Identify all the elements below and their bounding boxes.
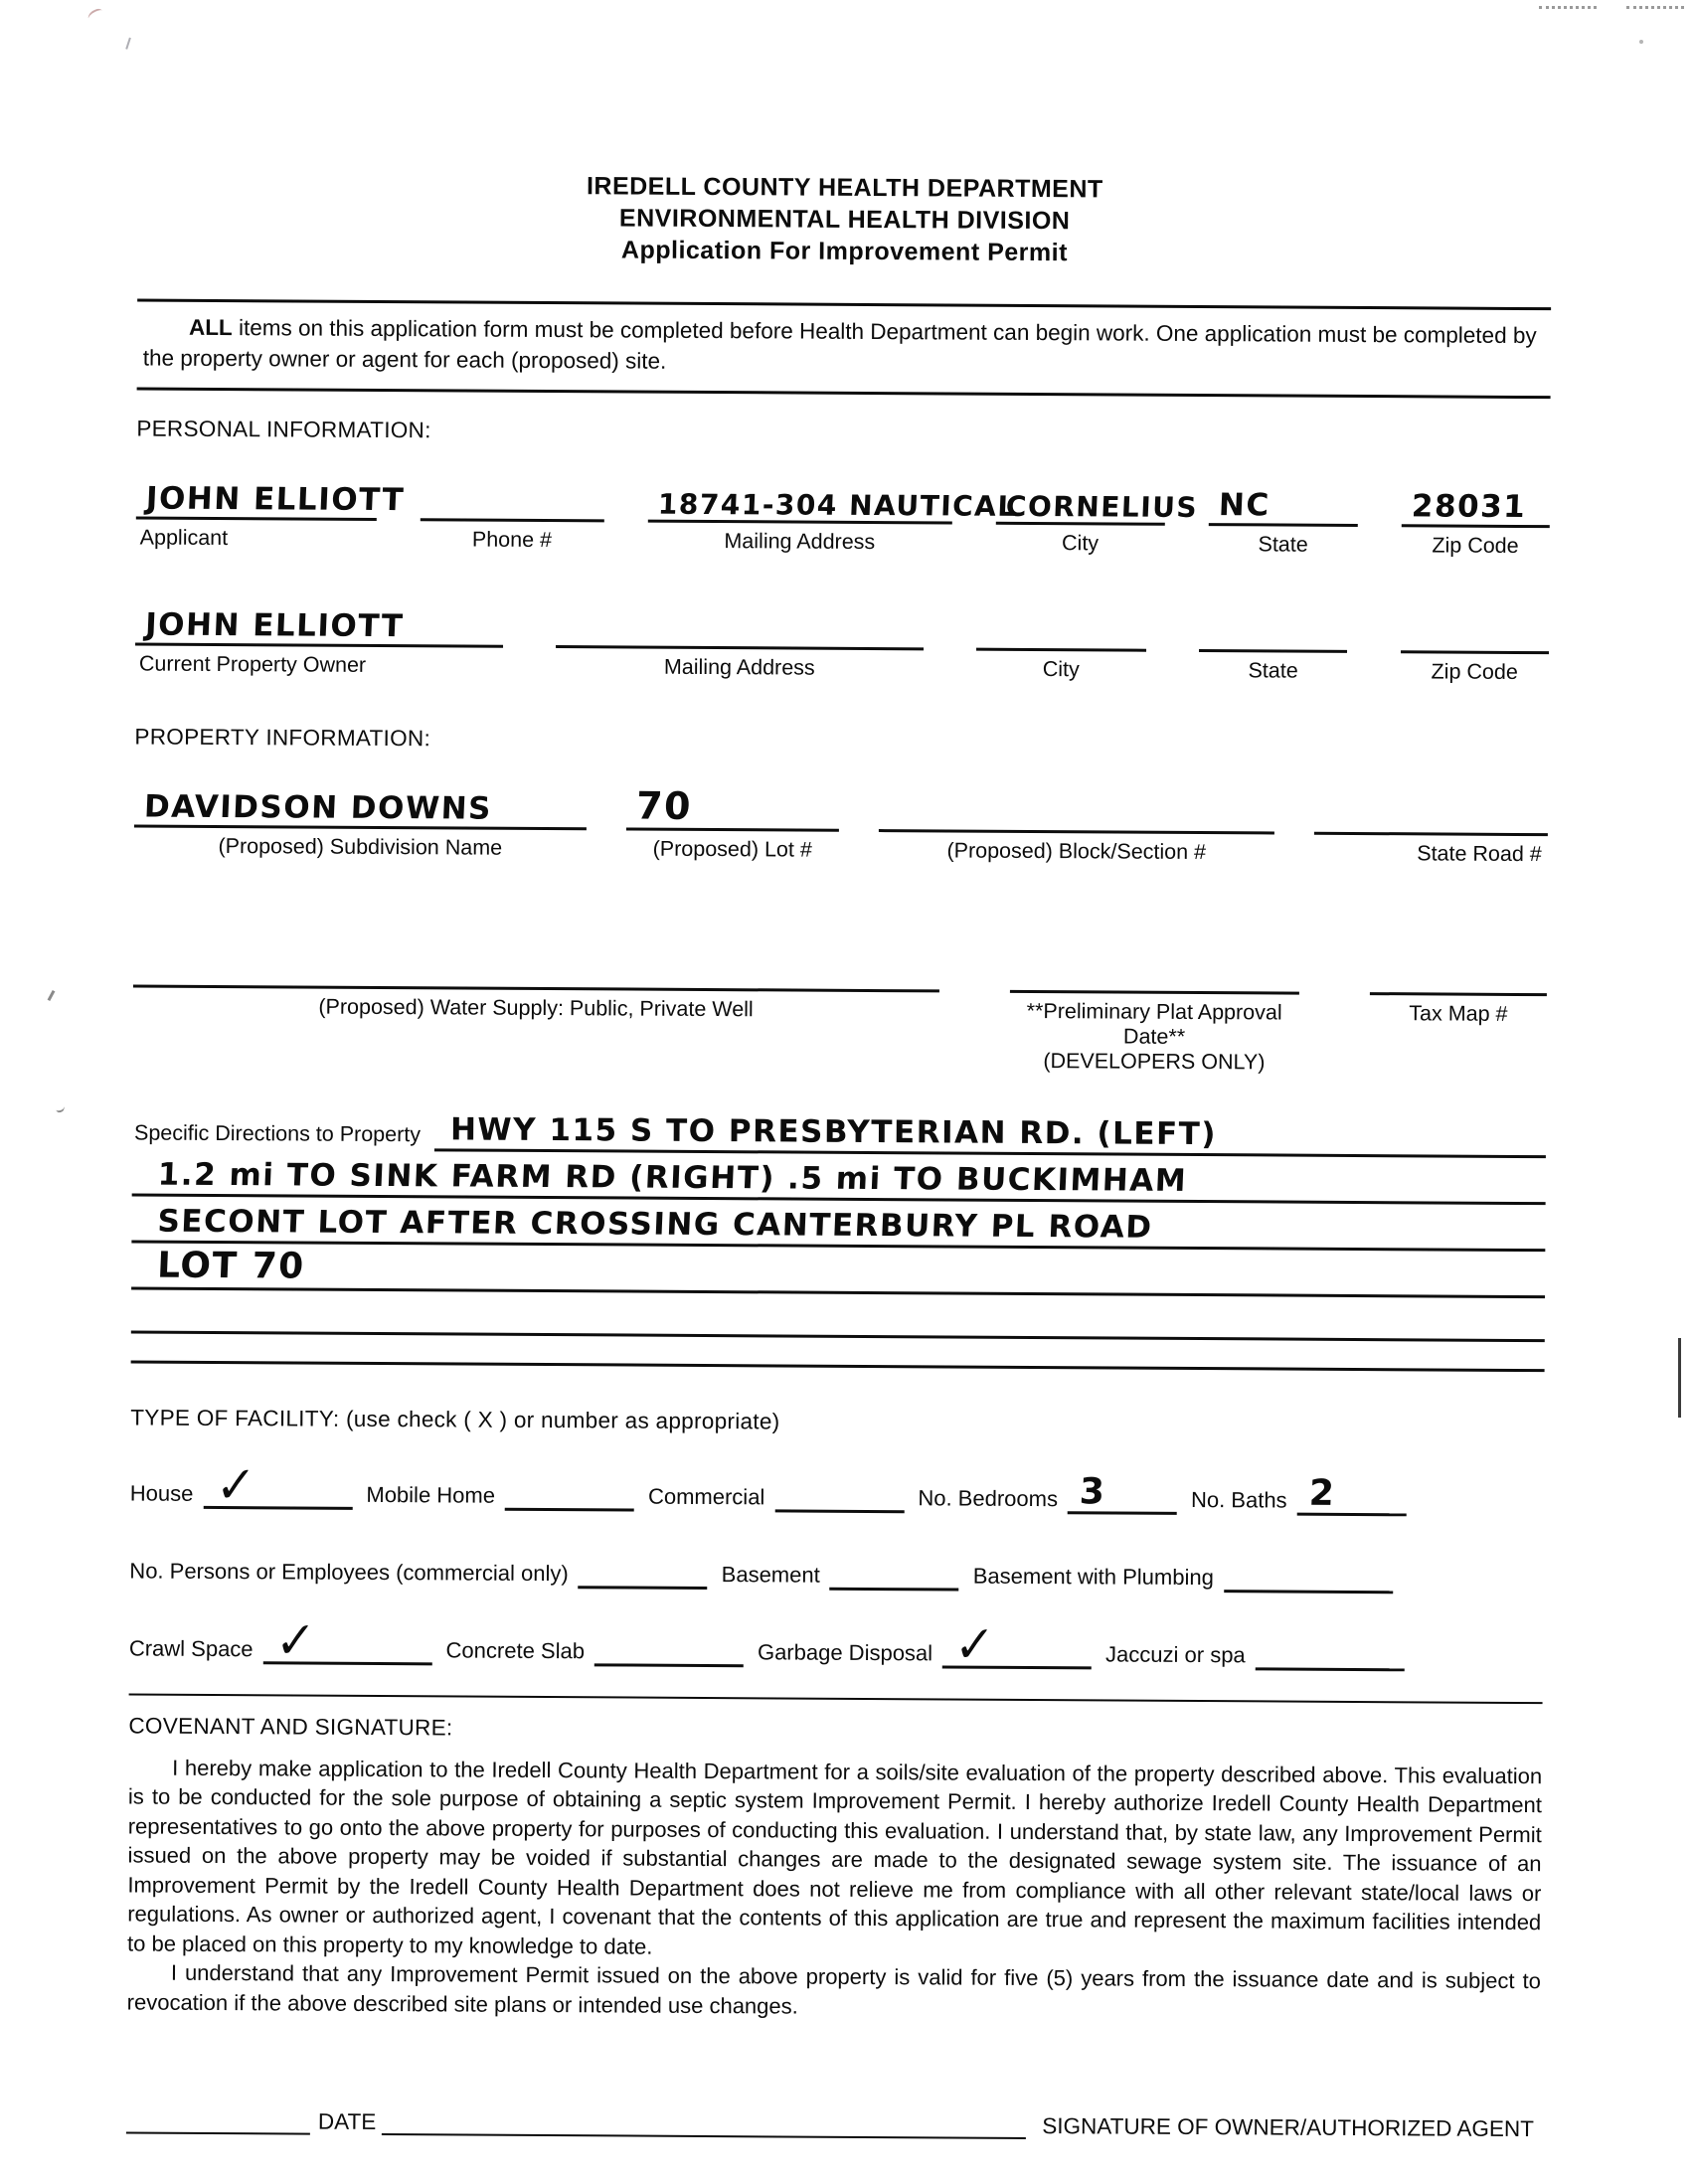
- applicant-row: [136, 469, 1550, 559]
- garbage-disposal-checkmark: ✓: [953, 1613, 998, 1675]
- phone-field: [420, 471, 603, 553]
- bedrooms-value: 3: [1079, 1471, 1107, 1513]
- applicant-field: [136, 469, 406, 551]
- facility-row-3: [128, 1609, 1543, 1675]
- phone-input[interactable]: [421, 471, 604, 522]
- plat-approval-label-line2: (DEVELOPERS ONLY): [1043, 1049, 1266, 1075]
- state-road-field: [1314, 785, 1548, 867]
- signature-row: [126, 2103, 1540, 2142]
- owner-row: [135, 595, 1549, 685]
- date-label: DATE: [317, 2108, 377, 2135]
- owner-zip-field: [1400, 603, 1549, 685]
- directions-label: Specific Directions to Property: [133, 1120, 422, 1146]
- zip-field: [1401, 477, 1550, 559]
- owner-mailing-input[interactable]: [556, 598, 924, 650]
- subdivision-label: (Proposed) Subdivision Name: [218, 833, 503, 860]
- plat-approval-input[interactable]: [1010, 959, 1300, 995]
- jaccuzi-label: Jaccuzi or spa: [1105, 1641, 1246, 1667]
- zip-label: Zip Code: [1432, 533, 1519, 558]
- date-prefix-line[interactable]: [126, 2103, 310, 2134]
- lot-field: [626, 780, 839, 862]
- mobile-home-input[interactable]: [505, 1476, 634, 1511]
- subdivision-value: DAVIDSON DOWNS: [143, 788, 493, 828]
- house-label: House: [129, 1480, 194, 1506]
- water-supply-input[interactable]: [133, 953, 939, 992]
- tax-map-label: Tax Map #: [1409, 1001, 1508, 1026]
- directions-input-line1[interactable]: [434, 1113, 1546, 1157]
- bedrooms-input[interactable]: [1068, 1471, 1177, 1515]
- basement-label: Basement: [721, 1561, 820, 1588]
- city-value: CORNELIUS: [1004, 489, 1199, 524]
- subdivision-input[interactable]: [134, 777, 587, 830]
- mailing-address-label: Mailing Address: [724, 529, 876, 555]
- plat-approval-field: [1009, 959, 1299, 1076]
- mailing-address-input[interactable]: [648, 473, 1018, 525]
- owner-zip-label: Zip Code: [1431, 659, 1518, 684]
- owner-city-input[interactable]: [976, 601, 1146, 652]
- garbage-disposal-label: Garbage Disposal: [757, 1638, 933, 1665]
- applicant-label: Applicant: [139, 525, 229, 551]
- divider: [129, 1693, 1543, 1704]
- directions-value-line2: 1.2 mi TO SINK FARM RD (RIGHT) .5 mi TO BUCKIMHAM: [157, 1156, 1188, 1199]
- state-road-label: State Road #: [1417, 841, 1542, 867]
- state-field: [1209, 476, 1358, 558]
- facility-row-1: [129, 1454, 1544, 1517]
- applicant-value: JOHN ELLIOTT: [145, 480, 406, 519]
- covenant-paragraph-2: I understand that any Improvement Permit issued on the above property is valid for five (5) years from the issuance date and is subject to revocation if the above described site plans or intended use changes.: [126, 1959, 1541, 2019]
- owner-input[interactable]: [135, 595, 503, 647]
- form-header: [137, 167, 1552, 271]
- personal-info-title: PERSONAL INFORMATION:: [136, 416, 431, 443]
- baths-value: 2: [1307, 1472, 1337, 1514]
- owner-mailing-field: [556, 598, 924, 681]
- state-value: NC: [1218, 487, 1271, 524]
- covenant-text: [127, 1753, 1543, 2025]
- water-supply-field: [132, 953, 938, 1073]
- intro-body: items on this application form must be completed before Health Department can begin work. One application must be completed by the property owner or agent for each (proposed) site.: [142, 315, 1537, 374]
- state-road-input[interactable]: [1314, 785, 1548, 836]
- department-title: IREDELL COUNTY HEALTH DEPARTMENT: [586, 172, 1103, 204]
- lot-value: 70: [635, 783, 694, 829]
- applicant-input[interactable]: [136, 469, 406, 520]
- basement-plumbing-input[interactable]: [1224, 1559, 1393, 1594]
- owner-mailing-label: Mailing Address: [663, 654, 815, 680]
- division-title: ENVIRONMENTAL HEALTH DIVISION: [618, 204, 1071, 236]
- plat-approval-label: [1009, 993, 1299, 1076]
- facility-title: TYPE OF FACILITY: (use check ( X ) or number as appropriate): [130, 1405, 780, 1433]
- mailing-address-value: 18741-304 NAUTICAL: [657, 487, 1018, 523]
- zip-value: 28031: [1410, 488, 1527, 526]
- concrete-slab-input[interactable]: [594, 1632, 744, 1667]
- owner-state-input[interactable]: [1199, 602, 1348, 653]
- covenant-title: COVENANT AND SIGNATURE:: [128, 1713, 453, 1740]
- basement-plumbing-label: Basement with Plumbing: [972, 1563, 1214, 1590]
- commercial-input[interactable]: [774, 1478, 904, 1513]
- intro-lead: ALL: [188, 314, 233, 341]
- city-label: City: [1061, 531, 1100, 556]
- owner-state-field: [1199, 602, 1348, 684]
- form-title: Application For Improvement Permit: [620, 236, 1069, 267]
- tax-map-field: [1370, 961, 1547, 1077]
- directions-value-line4: LOT 70: [156, 1245, 306, 1287]
- baths-label: No. Baths: [1190, 1486, 1287, 1513]
- persons-employees-input[interactable]: [579, 1555, 708, 1590]
- crawl-space-label: Crawl Space: [128, 1635, 254, 1661]
- lot-label: (Proposed) Lot #: [652, 836, 812, 862]
- owner-zip-input[interactable]: [1401, 603, 1550, 654]
- owner-city-label: City: [1042, 657, 1080, 682]
- concrete-slab-label: Concrete Slab: [445, 1636, 586, 1663]
- basement-input[interactable]: [830, 1556, 959, 1591]
- garbage-disposal-input[interactable]: [942, 1613, 1092, 1675]
- state-input[interactable]: [1209, 476, 1358, 527]
- covenant-paragraph-1: I hereby make application to the Iredell County Health Department for a soils/site evaluation of the property described above. This evaluation is to be conducted for the sole purpose of obtaining a septic system Improvement Permit. I hereby authorize Iredell County Health Department representatives to go onto the above property for purposes of conducting this evaluation. I understand that, by state law, any Improvement Permit issued on the above property may be voided if substantial changes are made to the designated sewage system site. The issuance of an Improvement Permit by the Iredell County Health Department does not relieve me from compliance with all other relevant state/local laws or regulations. As owner or authorized agent, I covenant that the contents of this application are true and represent the maximum facilities intended to be placed on this property to my knowledge to date.: [126, 1755, 1543, 1959]
- owner-value: JOHN ELLIOTT: [144, 606, 406, 645]
- subdivision-field: [134, 777, 588, 861]
- phone-label: Phone #: [471, 527, 553, 553]
- directions-value-line3: SECONT LOT AFTER CROSSING CANTERBURY PL ROAD: [156, 1203, 1154, 1246]
- facility-row-2: [129, 1552, 1543, 1595]
- signature-label: SIGNATURE OF OWNER/AUTHORIZED AGENT: [1042, 2113, 1535, 2142]
- jaccuzi-input[interactable]: [1256, 1636, 1405, 1671]
- mailing-address-field: [647, 473, 1018, 556]
- zip-input[interactable]: [1401, 477, 1550, 528]
- signature-input[interactable]: [382, 2105, 1026, 2139]
- mobile-home-label: Mobile Home: [366, 1481, 496, 1508]
- block-section-input[interactable]: [879, 782, 1274, 834]
- property-info-title: PROPERTY INFORMATION:: [134, 724, 431, 752]
- water-supply-row: [132, 953, 1547, 1077]
- commercial-label: Commercial: [647, 1483, 765, 1509]
- owner-label: Current Property Owner: [138, 651, 367, 677]
- house-input[interactable]: [203, 1454, 352, 1515]
- directions-value-line1: HWY 115 S TO PRESBYTERIAN RD. (LEFT): [449, 1111, 1218, 1153]
- block-section-field: [879, 782, 1275, 865]
- scan-artifact: [1626, 6, 1684, 9]
- persons-employees-label: No. Persons or Employees (commercial only): [129, 1558, 569, 1586]
- owner-field: [135, 595, 503, 678]
- state-label: State: [1258, 532, 1308, 557]
- crawl-space-checkmark: ✓: [273, 1609, 318, 1671]
- tax-map-input[interactable]: [1370, 961, 1547, 996]
- house-checkmark: ✓: [214, 1454, 258, 1515]
- owner-city-field: [976, 601, 1146, 683]
- lot-input[interactable]: [626, 780, 839, 831]
- city-input[interactable]: [995, 475, 1199, 526]
- owner-state-label: State: [1248, 658, 1298, 683]
- baths-input[interactable]: [1297, 1472, 1407, 1516]
- plat-approval-label-line1: **Preliminary Plat Approval Date**: [1026, 998, 1282, 1049]
- intro-paragraph: [137, 301, 1551, 396]
- crawl-space-input[interactable]: [262, 1609, 431, 1671]
- subdivision-row: [134, 777, 1548, 867]
- bedrooms-label: No. Bedrooms: [918, 1484, 1059, 1511]
- block-section-label: (Proposed) Block/Section #: [946, 838, 1207, 865]
- water-supply-label: (Proposed) Water Supply: Public, Private Well: [318, 994, 754, 1022]
- city-field: [995, 475, 1199, 557]
